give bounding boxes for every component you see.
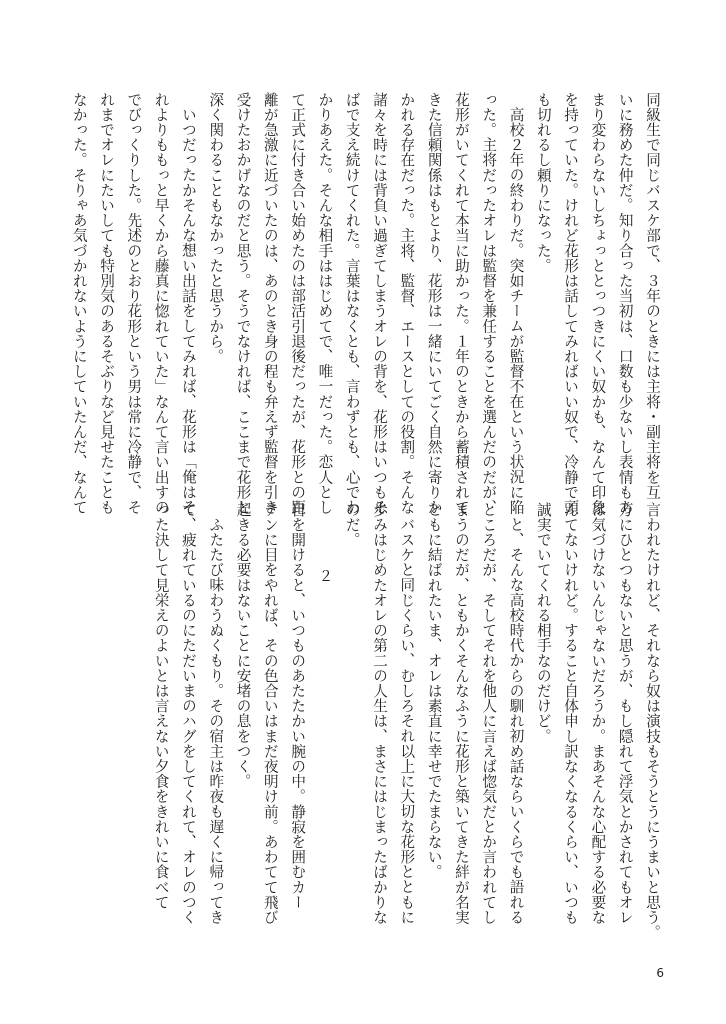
text-line: 万にひとつもないと思うが、もし隠れて浮気とかされてもオレ	[616, 502, 634, 925]
text-line: れよりももっと早くから藤真に惚れていた」なんて言い出すの	[152, 92, 170, 515]
text-line: ふたたび味わうぬくもり。その宿主は昨夜も遅くに帰ってき	[207, 516, 225, 925]
text-line: を持っていた。けれど花形は話してみればいい奴で、冷静で頭	[562, 92, 580, 515]
upper-text-block	[70, 92, 666, 515]
page-number: 6	[656, 966, 664, 980]
text-line: 誠実でいてくれる相手なのだけど。	[534, 502, 552, 744]
text-line: 諸々を時には背負い過ぎてしまうオレの背を、花形はいつもそ	[371, 92, 389, 515]
text-line: いつだったかそんな想い出話をしてみれば、花形は「俺はそ	[179, 106, 197, 515]
text-line: かりあえた。そんな相手ははじめてで、唯一だった。恋人とし	[316, 92, 334, 515]
text-line: も切れるし頼りになった。	[534, 92, 552, 274]
text-line: まうのだが、ともかくそんなふうに花形と築いてきた絆が名実	[452, 502, 470, 925]
text-line: て、疲れているのにただいまのハグをしてくれて、オレのつく	[179, 502, 197, 925]
text-line: った。主将だったオレは監督を兼任することを選んだのだが、	[480, 92, 498, 515]
text-line: かれる存在だった。主将、監督、エースとしての役割。そんな	[398, 92, 416, 515]
text-line: 深く関わることもなかったと思うから。	[207, 92, 225, 364]
text-line: は気づけないんじゃないだろうか。まあそんな心配する必要な	[589, 502, 607, 925]
text-line: テンに目をやれば、その色合いはまだ夜明け前。あわてて飛び	[261, 502, 279, 925]
text-line: 目を開けると、いつものあたたかい腕の中。静寂を囲むカー	[289, 502, 307, 910]
text-line: と、そんな高校時代からの馴れ初め話ならいくらでも語れる	[507, 516, 525, 925]
text-line: いに務めた仲だ。知り合った当初は、口数も少ないし表情もあ	[616, 92, 634, 515]
text-line: った決して見栄えのよいとは言えない夕食をきれいに食べて	[152, 502, 170, 910]
text-line: バスケと同じくらい、むしろそれ以上に大切な花形とともに	[398, 516, 416, 925]
text-line: 同級生で同じバスケ部で、３年のときには主将・副主将を互	[644, 92, 661, 500]
text-line: 離が急激に近づいたのは、あのとき身の程も弁えず監督を引き	[261, 92, 279, 515]
text-line: ところだが、そしてそれを他人に言えば惚気だとか言われてし	[480, 502, 498, 925]
text-line: 花形がいてくれて本当に助かった。１年のときから蓄積されて	[452, 92, 470, 515]
text-line: 言われたけれど、それなら奴は演技もそうとうにうまいと思う。	[644, 502, 661, 940]
text-line: 起きる必要はないことに安堵の息をつく。	[234, 502, 252, 789]
text-line: きた信頼関係はもとより、花形は一緒にいてごく自然に寄りか	[425, 92, 443, 515]
text-line: ばで支え続けてくれた。言葉はなくとも、言わずとも、心でわ	[343, 92, 361, 515]
text-line: ともに結ばれたいま、オレは素直に幸せでたまらない。	[425, 502, 443, 880]
text-line: のだ。	[343, 502, 361, 548]
text-line: でびっくりした。先述のとおり花形という男は常に冷静で、そ	[125, 92, 143, 515]
lower-text-block	[92, 502, 666, 940]
text-line: て正式に付き合い始めたのは部活引退後だったが、花形との距	[289, 92, 307, 515]
text-line: んてないけれど。すること自体申し訳なくなるくらい、いつも	[562, 502, 580, 925]
text-line: 受けたおかげなのだと思う。そうでなければ、ここまで花形と	[234, 92, 252, 515]
text-line: れまでオレにたいしても特別気のあるそぶりなど見せたことも	[98, 92, 116, 515]
text-line: 歩みはじめたオレの第二の人生は、まさにはじまったばかりな	[371, 502, 389, 925]
text-line: 高校２年の終わりだ。突如チームが監督不在という状況に陥	[507, 106, 525, 515]
text-line: なかった。そりゃあ気づかれないようにしていたんだ、なんて	[70, 92, 88, 515]
section-number: ２	[316, 567, 334, 583]
text-line: まり変わらないしちょっととっつきにくい奴かも、なんて印象	[589, 92, 607, 515]
